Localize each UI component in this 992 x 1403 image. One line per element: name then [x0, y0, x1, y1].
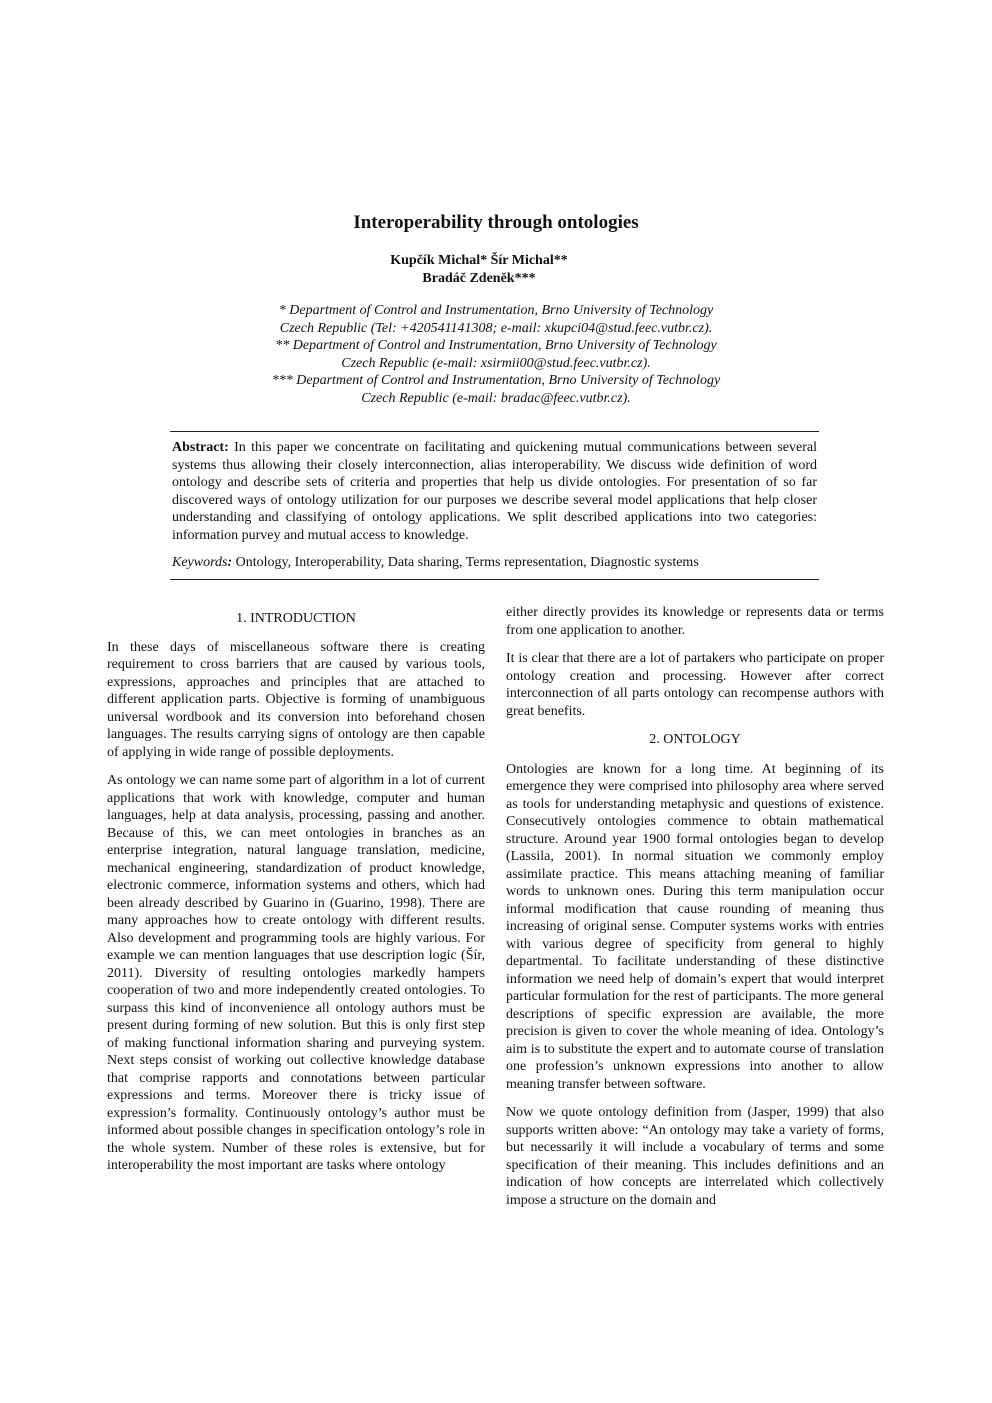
paragraph: As ontology we can name some part of algorithm in a lot of current applications that work with knowledge, computer and human languages, help at data analysis, processing, passing and another. Because of this, we can meet ontologies in branches as an enterprise integration, natural language translation, medicine, mechanical engineering, standardization of product knowledge, electronic commerce, information systems and others, which had been already described by Guarino in (Guarino, 1998). There are many approaches how to create ontology with different results. Also development and programming tools are highly various. For example we can mention languages that use description logic (Šír, 2011). Diversity of resulting ontologies markedly hampers cooperation of two and more independently created ontologies. To surpass this kind of inconvenience all ontology authors must be present during forming of new solution. But this is only first step of making functional information sharing and purveying system. Next steps consist of working out collective knowledge database that comprise rapports and connotations between particular expressions and terms. Moreover there is tricky issue of expression’s formality. Continuously ontology’s author must be informed about possible changes in specification ontology’s role in the whole system. Number of these roles is extensive, but for interoperability the most important are tasks where ontology [107, 773, 485, 1173]
paper-title: Interoperability through ontologies [353, 212, 639, 233]
right-column [506, 604, 884, 1220]
keywords-colon: : [227, 555, 233, 570]
paragraph: In these days of miscellaneous software there is creating requirement to cross barriers that are caused by various tools, expressions, approaches and principles that are attached to different application parts. Objective is forming of unambiguous universal wordbook and its conversion into beforehand chosen languages. The results carrying signs of ontology are then capable of applying in wide range of possible deployments. [107, 639, 485, 760]
affiliation-line: Czech Republic (e-mail: bradac@feec.vutbr.cz). [361, 390, 631, 406]
abstract-label: Abstract: [172, 440, 229, 455]
section-heading-ontology: 2. ONTOLOGY [649, 732, 741, 747]
affiliation-line: ** Department of Control and Instrumentation, Brno University of Technology [275, 338, 717, 354]
paragraph: Ontologies are known for a long time. At beginning of its emergence they were comprised into philosophy area where served as tools for understanding metaphysic and questions of existence. Consecutively ontologies commence to obtain mathematical structure. Around year 1900 formal ontologies began to develop (Lassila, 2001). In normal situation we commonly employ assimilate practice. This means attaching meaning of familiar words to unknown ones. During this term manipulation occur informal modification that cause rounding of meaning thus increasing of original sense. Computer systems works with entries with various degree of specificity from general to highly departmental. To facilitate understanding of these distinctive information we need help of domain’s expert that would interpret particular formulation for the rest of participants. The more general descriptions of specific expression are available, the more precision is given to cover the whole meaning of idea. Ontology’s aim is to substitute the expert and to automate course of translation one profession’s unknown expressions into another to allow meaning transfer between software. [506, 761, 884, 1092]
keywords [172, 555, 817, 571]
abstract [172, 439, 817, 545]
keywords-label: Keywords [172, 555, 228, 570]
abstract-top-rule [170, 431, 819, 432]
affiliations [0, 302, 992, 408]
affiliation-line: * Department of Control and Instrumentation, Brno University of Technology [278, 303, 714, 318]
paragraph: either directly provides its knowledge or represents data or terms from one application to another. [506, 605, 884, 638]
left-column [107, 604, 485, 1186]
authors-line-1: Kupčík Michal* Šír Michal** [390, 253, 568, 268]
affiliation-line: Czech Republic (e-mail: xsirmii00@stud.feec.vutbr.cz). [341, 355, 651, 371]
authors-line-2: Bradáč Zdeněk*** [422, 271, 536, 286]
affiliation-line: *** Department of Control and Instrumentation, Brno University of Technology [271, 373, 721, 389]
abstract-bottom-rule [170, 579, 819, 580]
paragraph: It is clear that there are a lot of partakers who participate on proper ontology creation and processing. However after correct interconnection of all parts ontology can recompense authors with great benefits. [506, 651, 884, 719]
abstract-text: In this paper we concentrate on facilitating and quickening mutual communications between several systems thus allowing their closely interconnection, alias interoperability. We discuss wide definition of word ontology and describe sets of criteria and properties that help us divide ontologies. For presentation of so far discovered ways of ontology utilization for our purposes we describe several model applications that help closer understanding and classifying of ontology applications. We split described applications into two categories: information purvey and mutual access to knowledge. [172, 440, 817, 543]
keywords-text: Ontology, Interoperability, Data sharing, Terms representation, Diagnostic systems [235, 555, 699, 570]
affiliation-line: Czech Republic (Tel: +420541141308; e-mail: xkupci04@stud.feec.vutbr.cz). [279, 320, 713, 336]
paragraph: Now we quote ontology definition from (Jasper, 1999) that also supports written above: “An ontology may take a variety of forms, but necessarily it will include a vocabulary of terms and some specification of their meaning. This includes definitions and an indication of how concepts are interrelated which collectively impose a structure on the domain and [506, 1105, 884, 1208]
section-heading-introduction: 1. INTRODUCTION [236, 611, 356, 626]
